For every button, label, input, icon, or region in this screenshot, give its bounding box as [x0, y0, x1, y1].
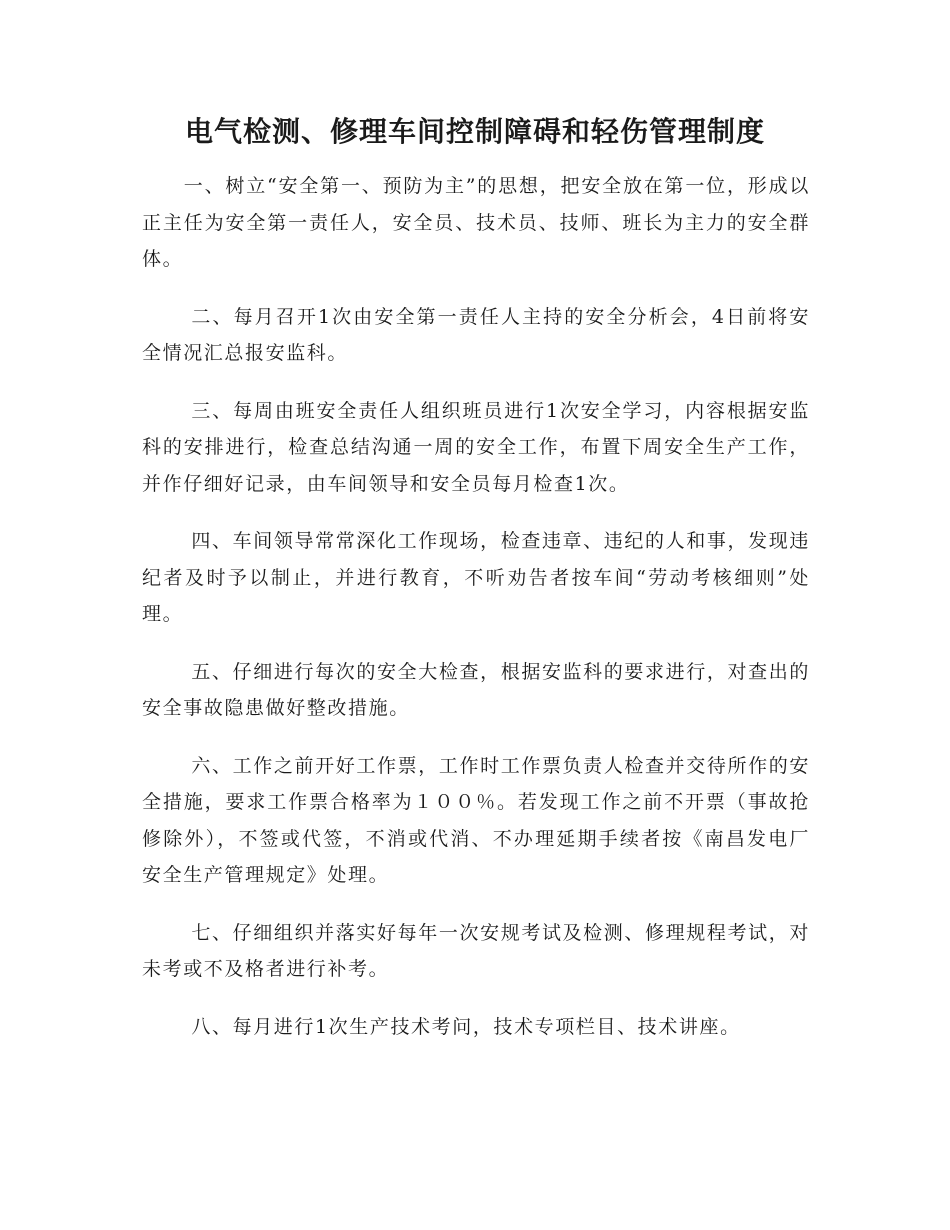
paragraph-6: 六、工作之前开好工作票，工作时工作票负责人检查并交待所作的安全措施，要求工作票合格率为１００％。若发现工作之前不开票（事故抢修除外），不签或代签，不消或代消、不办理延期手续者按《南昌发电厂安全生产管理规定》处理。	[142, 754, 810, 886]
paragraph-7: 七、仔细组织并落实好每年一次安规考试及检测、修理规程考试，对未考或不及格者进行补考。	[142, 921, 810, 980]
paragraph-5: 五、仔细进行每次的安全大检查，根据安监科的要求进行，对查出的安全事故隐患做好整改措施。	[142, 660, 810, 719]
paragraph-2: 二、每月召开1次由安全第一责任人主持的安全分析会，4日前将安全情况汇总报安监科。	[142, 305, 810, 364]
paragraph-1: 一、树立“安全第一、预防为主”的思想，把安全放在第一位，形成以正主任为安全第一责任人，安全员、技术员、技师、班长为主力的安全群体。	[142, 175, 810, 270]
paragraph-3: 三、每周由班安全责任人组织班员进行1次安全学习，内容根据安监科的安排进行，检查总结沟通一周的安全工作，布置下周安全生产工作，并作仔细好记录，由车间领导和安全员每月检查1次。	[142, 399, 810, 495]
paragraph-4: 四、车间领导常常深化工作现场，检查违章、违纪的人和事，发现违纪者及时予以制止，并进行教育，不听劝告者按车间“劳动考核细则”处理。	[142, 530, 810, 625]
paragraph-8: 八、每月进行1次生产技术考问，技术专项栏目、技术讲座。	[191, 1015, 741, 1038]
document-body	[142, 168, 810, 1066]
document-title: 电气检测、修理车间控制障碍和轻伤管理制度	[184, 115, 765, 148]
